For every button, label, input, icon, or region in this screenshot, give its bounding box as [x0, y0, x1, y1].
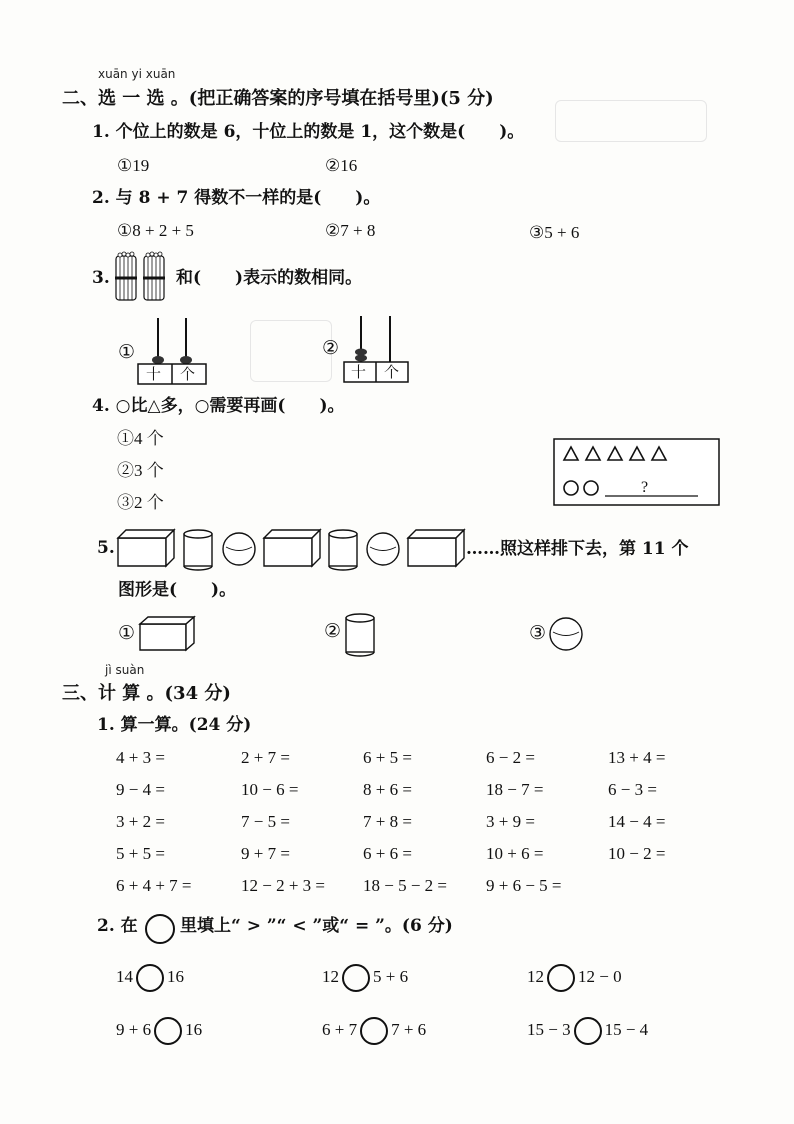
calc-item: 13 + 4 =: [608, 748, 666, 767]
compare-answer-circle[interactable]: [547, 964, 575, 992]
compare-right: 5 + 6: [373, 967, 409, 986]
bleed-through-mark: [555, 100, 707, 142]
sphere-option-icon: [548, 616, 588, 656]
compare-left: 9 + 6: [116, 1020, 152, 1039]
abacus-2-ones-label: 个: [384, 363, 400, 381]
section3-pinyin: jì suàn: [105, 663, 145, 677]
cuboid-option-icon: [138, 614, 198, 654]
calc-item: 18 − 5 − 2 =: [363, 876, 448, 895]
calc-item: 8 + 6 =: [363, 780, 412, 799]
q3-text: 和( )表示的数相同。: [176, 268, 363, 288]
q4-option-2: ②3 个: [117, 461, 164, 480]
compare-answer-circle[interactable]: [154, 1017, 182, 1045]
q3-number: 3.: [92, 268, 110, 288]
compare-item: [116, 1015, 202, 1045]
calc-item: 6 + 4 + 7 =: [116, 876, 192, 895]
section2-title: 二、选 一 选 。(把正确答案的序号填在括号里)(5 分): [62, 88, 494, 109]
calc-q1-title: 1. 算一算。(24 分): [97, 715, 252, 735]
calc-item: 6 + 5 =: [363, 748, 412, 767]
q3-option-1: ①: [118, 342, 136, 363]
q5-text-line2: 图形是( )。: [118, 580, 237, 600]
q4-question-mark: ?: [641, 479, 649, 496]
compare-left: 15 − 3: [527, 1020, 571, 1039]
abacus-1-ones-label: 个: [180, 365, 196, 383]
compare-right: 15 − 4: [604, 1020, 649, 1039]
calc-item: 9 − 4 =: [116, 780, 165, 799]
abacus-2-tens-label: 十: [351, 363, 367, 381]
compare-item: [322, 1015, 426, 1045]
compare-q2-post: 里填上“ > ”“ < ”或“ = ”。(6 分): [180, 916, 453, 936]
compare-answer-circle[interactable]: [360, 1017, 388, 1045]
bleed-through-mark: [250, 320, 332, 382]
section3-title: 三、计 算 。(34 分): [62, 683, 231, 704]
q2-option-1: ①8 + 2 + 5: [117, 221, 194, 240]
q3-option-2: ②: [322, 338, 340, 359]
calc-item: 12 − 2 + 3 =: [241, 876, 326, 895]
compare-right: 7 + 6: [391, 1020, 427, 1039]
compare-right: 12 − 0: [578, 967, 622, 986]
q5-option-1: ①: [118, 623, 136, 644]
calc-item: 9 + 6 − 5 =: [486, 876, 562, 895]
q2-option-3: ③5 + 6: [529, 223, 580, 242]
calc-item: 7 − 5 =: [241, 812, 290, 831]
compare-left: 6 + 7: [322, 1020, 358, 1039]
calc-item: 7 + 8 =: [363, 812, 412, 831]
compare-item: [527, 1015, 648, 1045]
compare-right: 16: [167, 967, 184, 986]
calc-item: 5 + 5 =: [116, 844, 165, 863]
compare-right: 16: [185, 1020, 203, 1039]
compare-item: [116, 962, 184, 992]
calc-item: 10 − 2 =: [608, 844, 666, 863]
compare-item: [527, 962, 622, 992]
shapes-compare-box: [553, 438, 721, 508]
calc-item: 14 − 4 =: [608, 812, 666, 831]
calc-item: 10 + 6 =: [486, 844, 544, 863]
q4-option-1: ①4 个: [117, 429, 164, 448]
calc-item: 4 + 3 =: [116, 748, 165, 767]
compare-left: 12: [322, 967, 339, 986]
q1-text: 1. 个位上的数是 6，十位上的数是 1，这个数是( )。: [92, 122, 525, 142]
calc-item: 10 − 6 =: [241, 780, 299, 799]
calc-item: 6 − 2 =: [486, 748, 535, 767]
compare-left: 14: [116, 967, 133, 986]
q2-option-2: ②7 + 8: [325, 221, 376, 240]
calc-item: 3 + 2 =: [116, 812, 165, 831]
compare-answer-circle[interactable]: [574, 1017, 602, 1045]
q5-text-tail: ……照这样排下去，第 11 个: [466, 539, 689, 559]
abacus-1-tens-label: 十: [146, 365, 162, 383]
calc-item: 9 + 7 =: [241, 844, 290, 863]
stick-bundles-icon: [112, 250, 172, 305]
compare-left: 12: [527, 967, 544, 986]
q5-number: 5.: [97, 538, 115, 558]
calc-item: 3 + 9 =: [486, 812, 535, 831]
q2-text: 2. 与 8 + 7 得数不一样的是( )。: [92, 188, 381, 208]
q4-option-3: ③2 个: [117, 493, 164, 512]
section2-pinyin: xuān yi xuān: [98, 67, 176, 81]
cylinder-option-icon: [344, 612, 378, 658]
q1-option-1: ①19: [117, 156, 150, 175]
calc-item: 18 − 7 =: [486, 780, 544, 799]
compare-answer-circle[interactable]: [342, 964, 370, 992]
calc-item: 6 + 6 =: [363, 844, 412, 863]
calc-item: 6 − 3 =: [608, 780, 657, 799]
answer-circle-icon: [145, 914, 175, 944]
q5-option-3: ③: [529, 623, 547, 644]
compare-q2-pre: 2. 在: [97, 916, 138, 936]
q4-text: 4. ○比△多，○需要再画( )。: [92, 396, 345, 416]
calc-item: 2 + 7 =: [241, 748, 290, 767]
compare-answer-circle[interactable]: [136, 964, 164, 992]
q5-option-2: ②: [324, 621, 342, 642]
compare-item: [322, 962, 408, 992]
shape-sequence: [116, 526, 466, 572]
q1-option-2: ②16: [325, 156, 358, 175]
